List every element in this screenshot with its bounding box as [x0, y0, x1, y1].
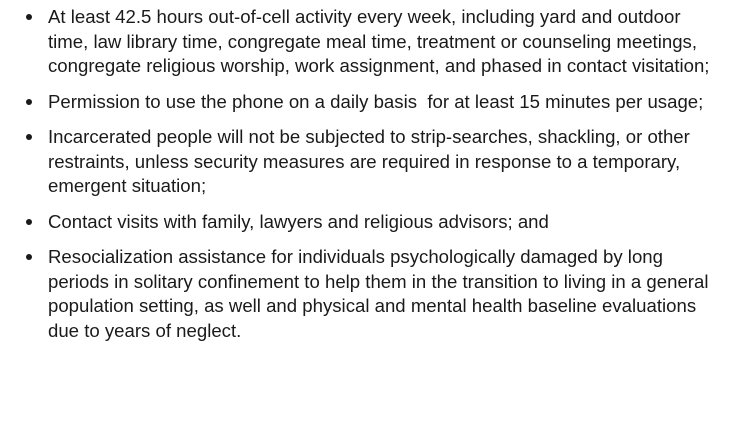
list-item-text: Incarcerated people will not be subjected to strip-searches, shackling, or other restraints, unless security measures are required in response to a temporary, emergent situation; [48, 126, 690, 196]
bullet-icon [26, 219, 32, 225]
list-item-text: At least 42.5 hours out-of-cell activity every week, including yard and outdoor time, law library time, congregate meal time, treatment or counseling meetings, congregate religious worship, work assignment, and phased in contact visitation; [48, 6, 710, 76]
bullet-icon [26, 14, 32, 20]
list-item [0, 125, 734, 199]
list-item [0, 5, 734, 79]
list-item [0, 210, 734, 235]
bullet-list [0, 5, 734, 354]
bullet-icon [26, 134, 32, 140]
bullet-icon [26, 254, 32, 260]
list-item [0, 90, 734, 115]
list-item-text: Permission to use the phone on a daily basis for at least 15 minutes per usage; [48, 90, 704, 112]
list-item [0, 245, 734, 343]
list-item-text: Contact visits with family, lawyers and religious advisors; and [48, 210, 549, 232]
list-item-text: Resocialization assistance for individuals psychologically damaged by long periods in solitary confinement to help them in the transition to living in a general population setting, as well and physical and mental health baseline evaluations due to years of neglect. [48, 246, 709, 341]
bullet-icon [26, 99, 32, 105]
